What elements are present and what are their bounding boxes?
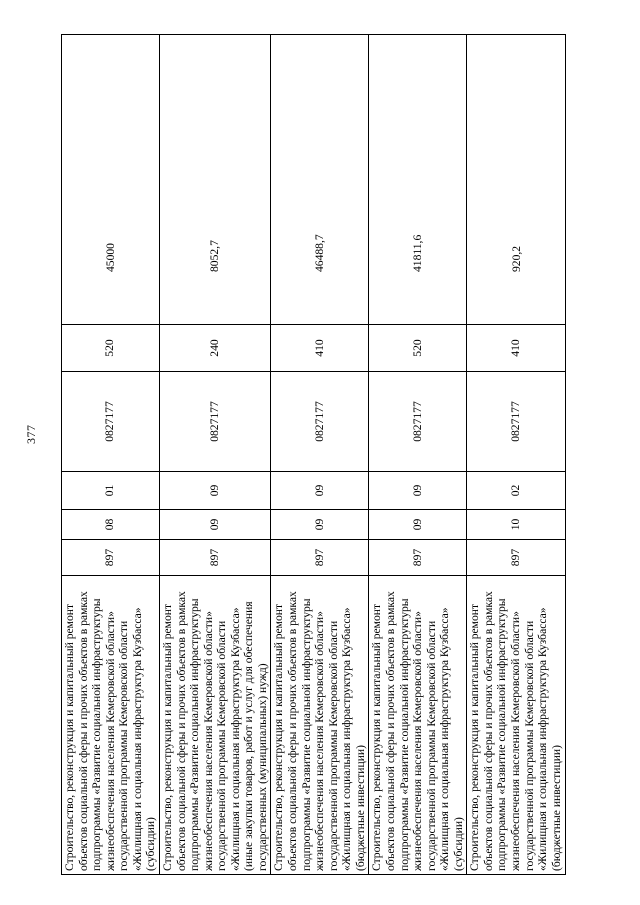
cell-expense-type: 240 <box>159 325 271 372</box>
table-row <box>467 35 566 875</box>
cell-sum: 46488,7 <box>271 35 369 325</box>
table-row <box>369 35 467 875</box>
cell-section: 09 <box>369 510 467 540</box>
cell-subsection: 09 <box>271 472 369 510</box>
cell-expense-type: 410 <box>271 325 369 372</box>
cell-name: Строительство, реконструкция и капитальный ремонт объектов социальной сферы и прочих объектов в рамках подпрограммы «Развитие социальной инфраструктуры жизнеобеспечения населения Кемеровской области» государственной программы Кемеровской области «Жилищная и социальная инфраструктура Кузбасса» (иные закупки товаров, работ и услуг для обеспечения государственных (муниципальных) нужд) <box>159 576 271 875</box>
cell-name: Строительство, реконструкция и капитальный ремонт объектов социальной сферы и прочих объектов в рамках подпрограммы «Развитие социальной инфраструктуры жизнеобеспечения населения Кемеровской области» государственной программы Кемеровской области «Жилищная и социальная инфраструктура Кузбасса» (бюджетные инвестиции) <box>467 576 566 875</box>
table-row <box>62 35 160 875</box>
cell-subsection: 09 <box>159 472 271 510</box>
budget-table-rotated <box>61 35 563 875</box>
cell-grbs: 897 <box>369 540 467 576</box>
cell-grbs: 897 <box>159 540 271 576</box>
cell-sum: 45000 <box>62 35 160 325</box>
cell-grbs: 897 <box>271 540 369 576</box>
cell-section: 09 <box>159 510 271 540</box>
cell-grbs: 897 <box>467 540 566 576</box>
cell-sum: 920,2 <box>467 35 566 325</box>
cell-target-article: 0827177 <box>159 372 271 472</box>
cell-target-article: 0827177 <box>369 372 467 472</box>
cell-expense-type: 520 <box>369 325 467 372</box>
cell-target-article: 0827177 <box>62 372 160 472</box>
cell-name: Строительство, реконструкция и капитальный ремонт объектов социальной сферы и прочих объектов в рамках подпрограммы «Развитие социальной инфраструктуры жизнеобеспечения населения Кемеровской области» государственной программы Кемеровской области «Жилищная и социальная инфраструктура Кузбасса» (субсидии) <box>369 576 467 875</box>
cell-sum: 8052,7 <box>159 35 271 325</box>
cell-grbs: 897 <box>62 540 160 576</box>
table-row <box>159 35 271 875</box>
cell-subsection: 02 <box>467 472 566 510</box>
cell-subsection: 09 <box>369 472 467 510</box>
cell-section: 10 <box>467 510 566 540</box>
cell-expense-type: 520 <box>62 325 160 372</box>
cell-name: Строительство, реконструкция и капитальный ремонт объектов социальной сферы и прочих объектов в рамках подпрограммы «Развитие социальной инфраструктуры жизнеобеспечения населения Кемеровской области» государственной программы Кемеровской области «Жилищная и социальная инфраструктура Кузбасса» (бюджетные инвестиции) <box>271 576 369 875</box>
budget-table <box>61 34 566 875</box>
cell-sum: 41811,6 <box>369 35 467 325</box>
cell-section: 08 <box>62 510 160 540</box>
cell-name: Строительство, реконструкция и капитальный ремонт объектов социальной сферы и прочих объектов в рамках подпрограммы «Развитие социальной инфраструктуры жизнеобеспечения населения Кемеровской области» государственной программы Кемеровской области «Жилищная и социальная инфраструктура Кузбасса» (субсидии) <box>62 576 160 875</box>
page-number: 377 <box>24 424 38 444</box>
cell-subsection: 01 <box>62 472 160 510</box>
cell-target-article: 0827177 <box>271 372 369 472</box>
cell-expense-type: 410 <box>467 325 566 372</box>
cell-section: 09 <box>271 510 369 540</box>
cell-target-article: 0827177 <box>467 372 566 472</box>
table-row <box>271 35 369 875</box>
